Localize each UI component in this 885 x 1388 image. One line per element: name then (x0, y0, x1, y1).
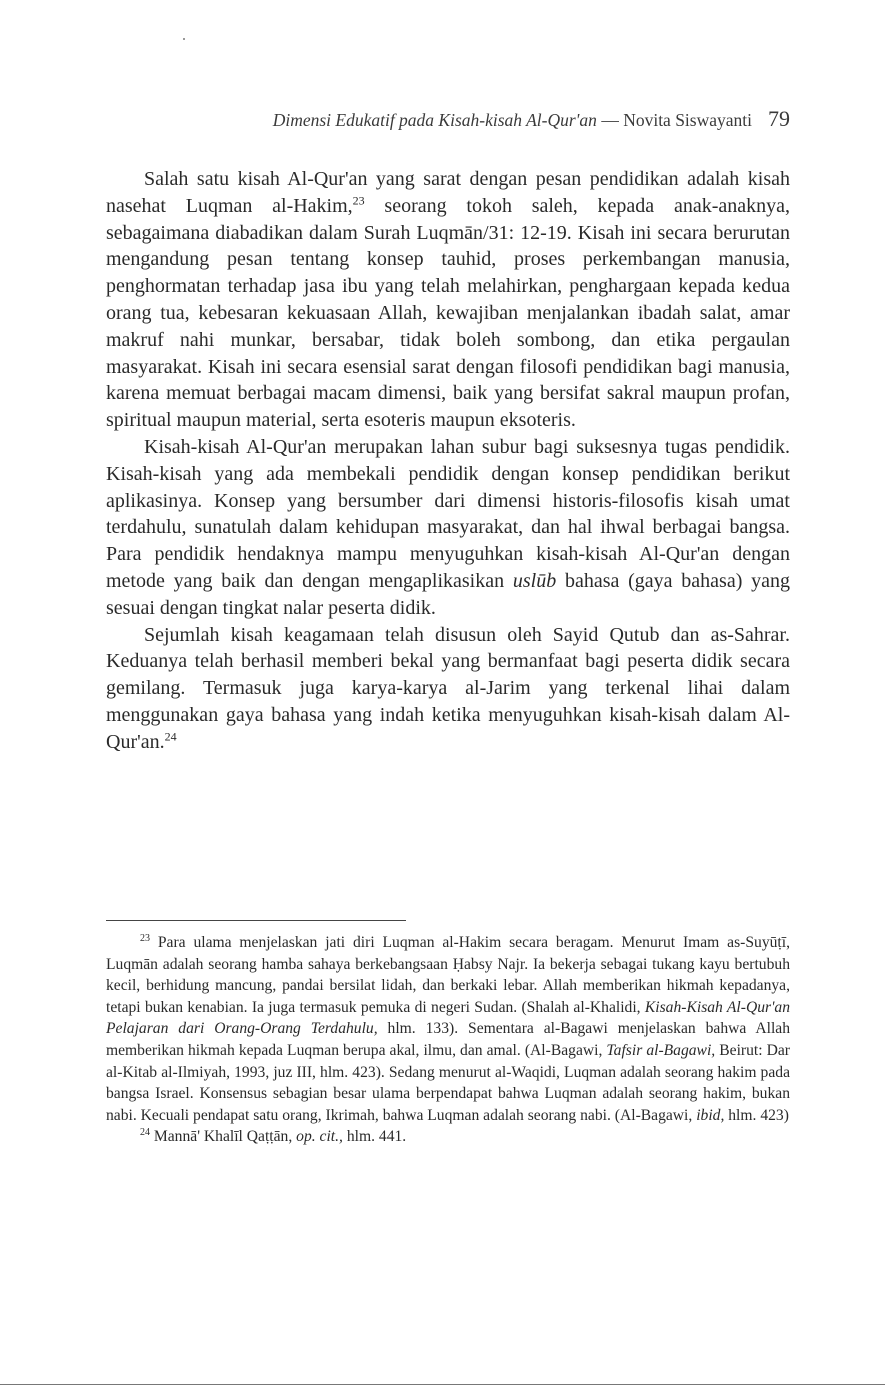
footnote-ref-23: 23 (352, 193, 365, 208)
footnote-divider (106, 920, 406, 921)
paragraph-1-text-b: seorang tokoh saleh, kepada anak-anaknya, sebagaimana diabadikan dalam Surah Luqmān/31: 12-19. Kisah ini secara berurutan mengandung pesan tentang konsep tauhid, proses perkembangan manusia, penghormatan terhadap jasa ibu yang telah melahirkan, penghargaan kepada kedua orang tua, kebesaran kekuasaan Allah, kewajiban menjalankan ibadah salat, amar makruf nahi munkar, bersabar, tidak boleh sombong, dan etika pergaulan masyarakat. Kisah ini secara esensial sarat dengan filosofi pendidikan bagi manusia, karena memuat berbagai macam dimensi, baik yang bersifat sakral maupun profan, spiritual maupun material, serta esoteris maupun eksoteris. (106, 194, 790, 432)
author-name: Novita Siswayanti (623, 110, 752, 130)
footnotes (106, 932, 790, 1148)
scan-bottom-edge (0, 1384, 885, 1385)
footnote-23-text-1: Para ulama menjelaskan jati diri Luqman al-Hakim secara beragam. Menurut Imam as-Suyūṭī, Luqmān adalah seorang hamba sahaya berkebangsaan Ḥabsy Najr. Ia bekerja sebagai tukang kayu bertubuh kecil, berhidung mancung, pandai bersilat lidah, dan berkaki lebar. Allah memberikan hikmah kepadanya, tetapi bukan kenabian. Ia juga termasuk pemuka di negeri Sudan. (Shalah al-Khalidi, (106, 934, 790, 1016)
footnote-24-text-1: Mannā' Khalīl Qaṭṭān, (150, 1128, 297, 1146)
italic-term-uslub: uslūb (512, 569, 557, 592)
footnote-24-number: 24 (140, 1127, 150, 1139)
paragraph-2-text-a: Kisah-kisah Al-Qur'an merupakan lahan subur bagi suksesnya tugas pendidik. Kisah-kisah yang ada membekali pendidik dengan konsep pendidikan berikut aplikasinya. Konsep yang bersumber dari dimensi historis-filosofis kisah umat terdahulu, sunatulah dalam kehidupan masyarakat, dan hal ihwal berbagai bangsa. Para pendidik hendaknya mampu menyuguhkan kisah-kisah Al-Qur'an dengan metode yang baik dan dengan mengaplikasikan (106, 435, 790, 592)
main-text (106, 166, 790, 756)
footnote-24-text-2: hlm. 441. (342, 1128, 407, 1146)
footnote-23-italic-2: Tafsir al-Bagawi, (606, 1041, 716, 1059)
footnote-24 (106, 1126, 790, 1148)
scan-speck (183, 38, 185, 40)
paragraph-3-text: Sejumlah kisah keagamaan telah disusun oleh Sayid Qutub dan as-Sahrar. Keduanya telah berhasil memberi bekal yang bermanfaat bagi peserta didik secara gemilang. Termasuk juga karya-karya al-Jarim yang terkenal lihai dalam menggunakan gaya bahasa yang indah ketika menyuguhkan kisah-kisah dalam Al-Qur'an. (106, 623, 790, 753)
paragraph-3 (106, 622, 790, 756)
footnote-23-text-2: hlm. 133). Sementara al-Bagawi menjelaskan bahwa Allah memberikan hikmah kepada Luqman berupa akal, ilmu, dan amal. (Al-Bagawi, (106, 1020, 790, 1059)
footnote-23-italic-3: ibid, (696, 1106, 725, 1124)
running-header (150, 106, 790, 132)
paragraph-2 (106, 434, 790, 622)
footnote-ref-24: 24 (164, 729, 177, 744)
paragraph-1 (106, 166, 790, 434)
footnote-24-italic-1: op. cit., (296, 1128, 343, 1146)
header-separator: — (596, 110, 624, 130)
page-number: 79 (768, 106, 790, 131)
footnote-23-text-4: hlm. 423) (724, 1106, 789, 1124)
paragraph-1-text-a: Salah satu kisah Al-Qur'an yang sarat dengan pesan pendidikan adalah kisah nasehat Luqman al-Hakim, (106, 168, 790, 217)
footnote-23 (106, 932, 790, 1126)
footnote-23-number: 23 (140, 932, 150, 944)
journal-title: Dimensi Edukatif pada Kisah-kisah Al-Qur'an (272, 110, 597, 130)
footnote-23-italic-1: Kisah-Kisah Al-Qur'an Pelajaran dari Orang-Orang Terdahulu, (106, 998, 790, 1038)
footnote-23-text-3: Beirut: Dar al-Kitab al-Ilmiyah, 1993, juz III, hlm. 423). Sedang menurut al-Waqidi, Luqman adalah seorang hakim pada bangsa Israel. Konsensus sebagian besar ulama berpendapat bahwa Luqman adalah seorang hakim, bukan nabi. Kecuali pendapat satu orang, Ikrimah, bahwa Luqman adalah seorang nabi. (Al-Bagawi, (106, 1041, 791, 1124)
paragraph-2-text-b: bahasa (gaya bahasa) yang sesuai dengan tingkat nalar peserta didik. (106, 569, 791, 619)
